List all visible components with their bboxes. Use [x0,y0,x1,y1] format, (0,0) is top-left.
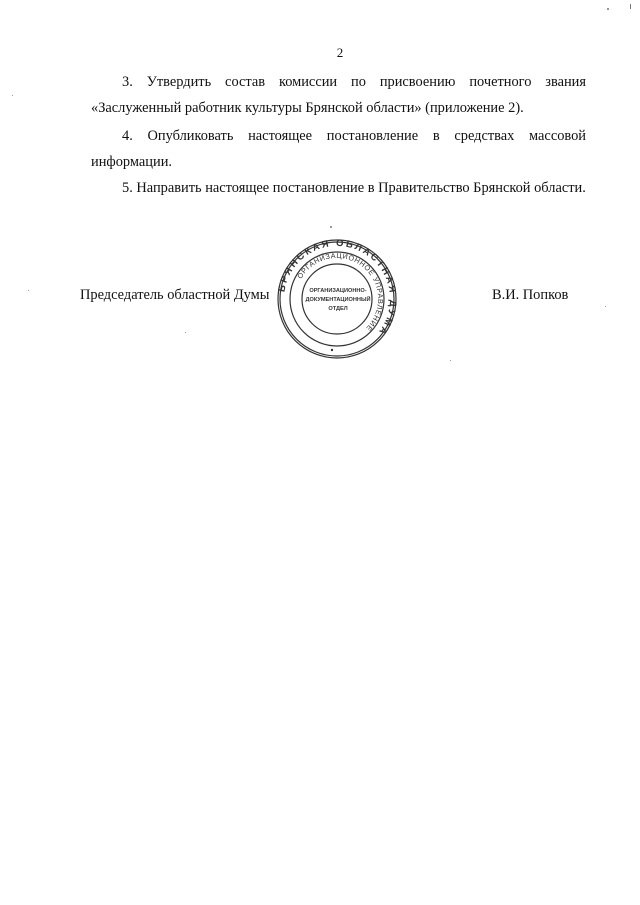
scan-speck [12,95,13,96]
official-stamp [272,238,402,360]
stamp-outer-text: БРЯНСКАЯ ОБЛАСТНАЯ ДУМА [276,238,399,338]
stamp-center-line-3: ОТДЕЛ [328,306,348,312]
scan-speck [330,226,332,228]
scan-speck [185,332,186,333]
stamp-center-line-1: ОРГАНИЗАЦИОННО- [309,288,367,294]
paragraph-5: 5. Направить настоящее постановление в Правительство Брянской области. [122,180,586,196]
scan-speck [605,306,606,307]
signatory-position: Председатель областной Думы [80,287,270,303]
stamp-center-line-2: ДОКУМЕНТАЦИОННЫЙ [305,297,371,303]
scan-speck [607,8,609,10]
stamp-middle-text: ОРГАНИЗАЦИОННОЕ УПРАВЛЕНИЕ [295,250,386,334]
signatory-name: В.И. Попков [492,287,569,303]
scan-speck [630,4,631,9]
paragraph-4: 4. Опубликовать настоящее постановление в средствах массовой информации. [91,128,586,170]
paragraph-3: 3. Утвердить состав комиссии по присвоению почетного звания «Заслуженный работник культуры Брянской области» (приложение 2). [91,74,586,116]
scan-speck [28,290,29,291]
page-number: 2 [336,45,344,60]
scan-speck [450,360,451,361]
